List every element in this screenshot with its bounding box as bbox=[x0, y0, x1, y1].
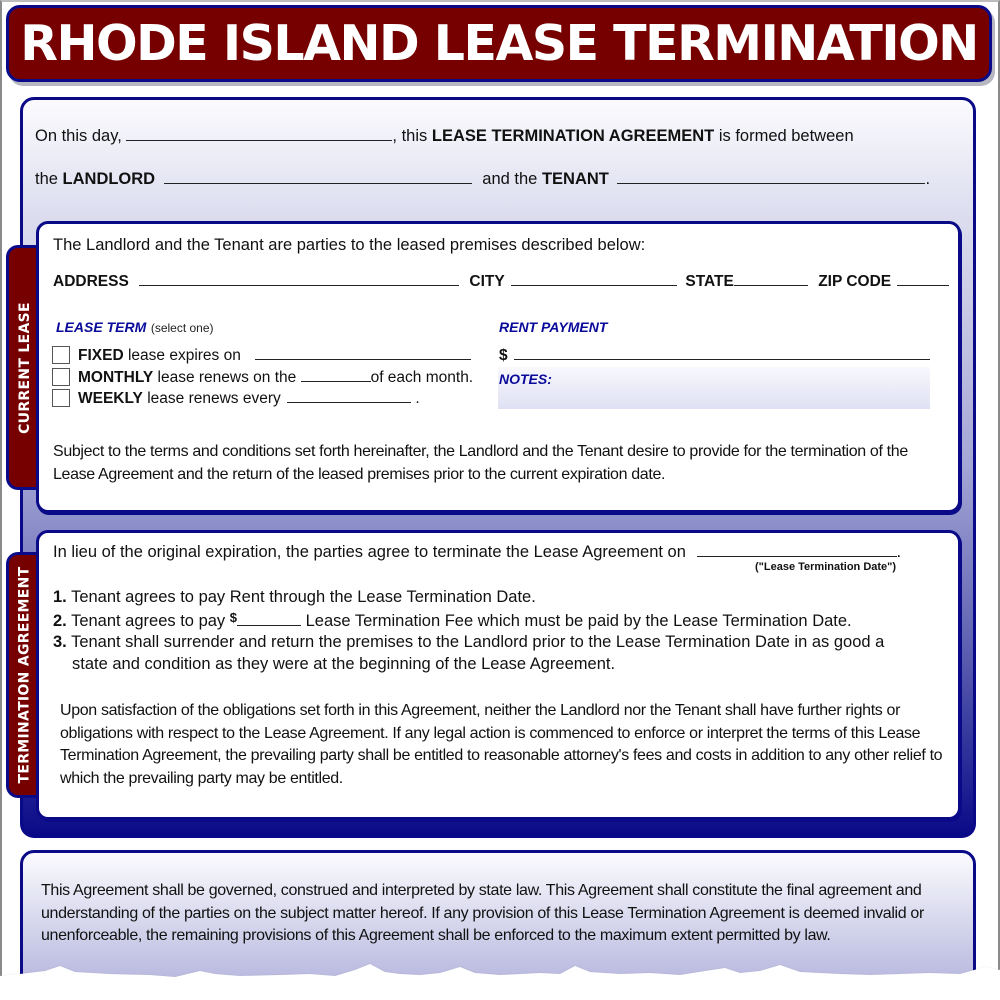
termination-intro: In lieu of the original expiration, the parties agree to terminate the Lease Agreement on bbox=[53, 543, 686, 561]
termination-date-field[interactable] bbox=[697, 543, 897, 557]
option-fixed bbox=[78, 346, 471, 365]
state-field[interactable] bbox=[734, 272, 808, 286]
rent-payment-label: RENT PAYMENT bbox=[499, 319, 608, 335]
option-monthly bbox=[78, 368, 473, 387]
landlord-field[interactable] bbox=[164, 170, 472, 184]
tenant-field[interactable] bbox=[617, 170, 925, 184]
address-field[interactable] bbox=[139, 272, 459, 286]
lease-term-heading bbox=[56, 318, 214, 337]
option-label: MONTHLY bbox=[78, 369, 154, 386]
state-label: STATE bbox=[685, 273, 734, 290]
option-text: lease renews on the bbox=[157, 369, 297, 386]
option-text: lease renews every bbox=[147, 390, 281, 407]
monthly-checkbox[interactable] bbox=[52, 368, 70, 386]
intro-panel bbox=[20, 97, 976, 237]
notes-field[interactable] bbox=[498, 367, 930, 409]
termination-tab-label: TERMINATION AGREEMENT bbox=[16, 566, 33, 784]
rent-amount-field[interactable] bbox=[514, 346, 930, 360]
termination-intro-row bbox=[53, 543, 901, 562]
document-title: RHODE ISLAND LEASE TERMINATION bbox=[20, 15, 978, 72]
intro-text: the bbox=[35, 170, 58, 188]
city-label: CITY bbox=[469, 273, 505, 290]
option-text: lease expires on bbox=[127, 347, 241, 364]
intro-text: and the bbox=[482, 170, 538, 188]
current-lease-tab-label: CURRENT LEASE bbox=[16, 301, 33, 434]
period: . bbox=[896, 543, 902, 561]
option-label: FIXED bbox=[78, 347, 124, 364]
notes-label: NOTES: bbox=[499, 371, 552, 387]
intro-text: is formed between bbox=[718, 127, 854, 145]
item-text: Tenant shall surrender and return the premises to the Landlord prior to the Lease Termination Date in as good a bbox=[71, 633, 885, 651]
torn-paper-edge bbox=[0, 962, 1000, 1000]
intro-text: , this bbox=[392, 127, 428, 145]
tenant-label: TENANT bbox=[541, 170, 609, 188]
rent-payment-row bbox=[499, 346, 930, 365]
termination-fee-field[interactable] bbox=[237, 612, 301, 626]
option-label: WEEKLY bbox=[78, 390, 143, 407]
option-suffix: of each month. bbox=[370, 369, 474, 386]
item-number: 2. bbox=[53, 612, 67, 630]
zip-field[interactable] bbox=[897, 272, 949, 286]
item-number: 1. bbox=[53, 588, 67, 606]
date-field[interactable] bbox=[126, 127, 392, 141]
fixed-expiry-field[interactable] bbox=[255, 346, 471, 360]
address-label: ADDRESS bbox=[53, 273, 129, 290]
term-item-3-continued: state and condition as they were at the beginning of the Lease Agreement. bbox=[72, 655, 616, 673]
weekly-checkbox[interactable] bbox=[52, 389, 70, 407]
governing-law-text: This Agreement shall be governed, construed and interpreted by state law. This Agreement shall constitute the final agreement and understanding of the parties on the subject matter hereof. If any provision of this Lease Termination Agreement is deemed invalid or unenforceable, the remaining provisions of this Agreement shall be enforced to the maximum extent permitted by law. bbox=[41, 882, 924, 944]
premises-intro: The Landlord and the Tenant are parties to the leased premises described below: bbox=[53, 236, 646, 254]
item-text: Tenant agrees to pay bbox=[71, 612, 226, 630]
city-field[interactable] bbox=[511, 272, 677, 286]
monthly-day-field[interactable] bbox=[301, 368, 371, 382]
zip-label: ZIP CODE bbox=[818, 273, 892, 290]
term-item-2 bbox=[53, 610, 852, 631]
lease-term-hint: (select one) bbox=[150, 321, 214, 335]
option-suffix: . bbox=[415, 390, 420, 407]
title-banner bbox=[6, 5, 992, 82]
intro-text: . bbox=[925, 170, 931, 188]
address-row bbox=[53, 272, 949, 291]
termination-date-caption: ("Lease Termination Date") bbox=[755, 561, 897, 573]
weekly-interval-field[interactable] bbox=[287, 389, 411, 403]
option-weekly bbox=[78, 389, 420, 408]
intro-line-2 bbox=[35, 170, 930, 189]
lease-term-label: LEASE TERM bbox=[56, 319, 147, 335]
item-text: Lease Termination Fee which must be paid by the Lease Termination Date. bbox=[305, 612, 852, 630]
term-item-3 bbox=[53, 633, 884, 652]
landlord-label: LANDLORD bbox=[62, 170, 156, 188]
item-text: Tenant agrees to pay Rent through the Lease Termination Date. bbox=[71, 588, 536, 606]
agreement-name: LEASE TERMINATION AGREEMENT bbox=[431, 127, 715, 145]
dollar-sign: $ bbox=[229, 610, 237, 625]
intro-line-1 bbox=[35, 127, 854, 146]
dollar-sign: $ bbox=[499, 347, 508, 364]
current-lease-closing: Subject to the terms and conditions set forth hereinafter, the Landlord and the Tenant desire to provide for the termination of the Lease Agreement and the return of the leased premises prior to the current expiration date. bbox=[53, 443, 908, 483]
termination-closing: Upon satisfaction of the obligations set forth in this Agreement, neither the Landlord nor the Tenant shall have further rights or obligations with respect to the Lease Agreement. If any legal action is commenced to enforce or interpret the terms of this Lease Termination Agreement, the prevailing party shall be entitled to reasonable attorney's fees and costs in addition to any other relief to which the prevailing party may be entitled. bbox=[60, 702, 943, 787]
current-lease-tab bbox=[6, 245, 40, 490]
item-number: 3. bbox=[53, 633, 67, 651]
fixed-checkbox[interactable] bbox=[52, 346, 70, 364]
term-item-1 bbox=[53, 588, 536, 607]
termination-tab bbox=[6, 552, 40, 798]
intro-text: On this day, bbox=[35, 127, 122, 145]
